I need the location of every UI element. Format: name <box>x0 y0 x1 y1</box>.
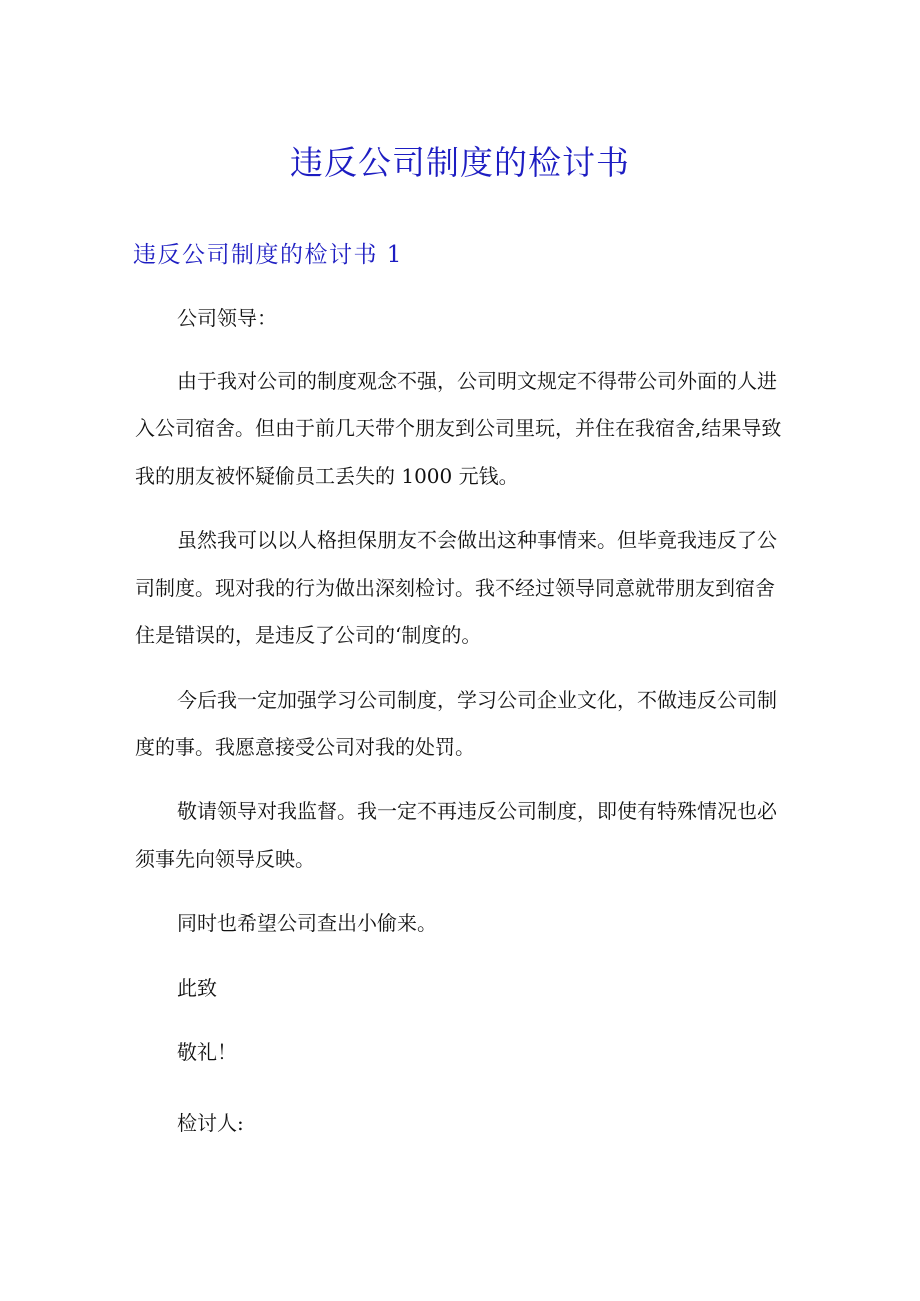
paragraph-1-line-2: 入公司宿舍。但由于前几天带个朋友到公司里玩，并住在我宿舍,结果导致 <box>135 416 782 440</box>
paragraph-3-line-2: 度的事。我愿意接受公司对我的处罚。 <box>135 735 475 759</box>
section-heading: 违反公司制度的检讨书 1 <box>133 242 403 268</box>
closing-line-1: 此致 <box>177 976 217 1000</box>
salutation: 公司领导： <box>177 306 277 330</box>
paragraph-1-line-3: 我的朋友被怀疑偷员工丢失的 1000 元钱。 <box>135 464 519 488</box>
paragraph-1-line-1: 由于我对公司的制度观念不强，公司明文规定不得带公司外面的人进 <box>177 369 777 393</box>
document-title: 违反公司制度的检讨书 <box>290 143 630 182</box>
paragraph-2-line-3: 住是错误的，是违反了公司的‘制度的。 <box>135 623 482 647</box>
paragraph-3-line-1: 今后我一定加强学习公司制度，学习公司企业文化，不做违反公司制 <box>177 688 777 712</box>
paragraph-4-line-1: 敬请领导对我监督。我一定不再违反公司制度，即使有特殊情况也必 <box>177 799 777 823</box>
paragraph-5: 同时也希望公司查出小偷来。 <box>177 911 437 935</box>
paragraph-4-line-2: 须事先向领导反映。 <box>135 847 315 871</box>
closing-line-2: 敬礼！ <box>177 1040 237 1064</box>
paragraph-2-line-1: 虽然我可以以人格担保朋友不会做出这种事情来。但毕竟我违反了公 <box>177 528 777 552</box>
paragraph-2-line-2: 司制度。现对我的行为做出深刻检讨。我不经过领导同意就带朋友到宿舍 <box>135 576 775 600</box>
signature-label: 检讨人: <box>177 1111 244 1135</box>
